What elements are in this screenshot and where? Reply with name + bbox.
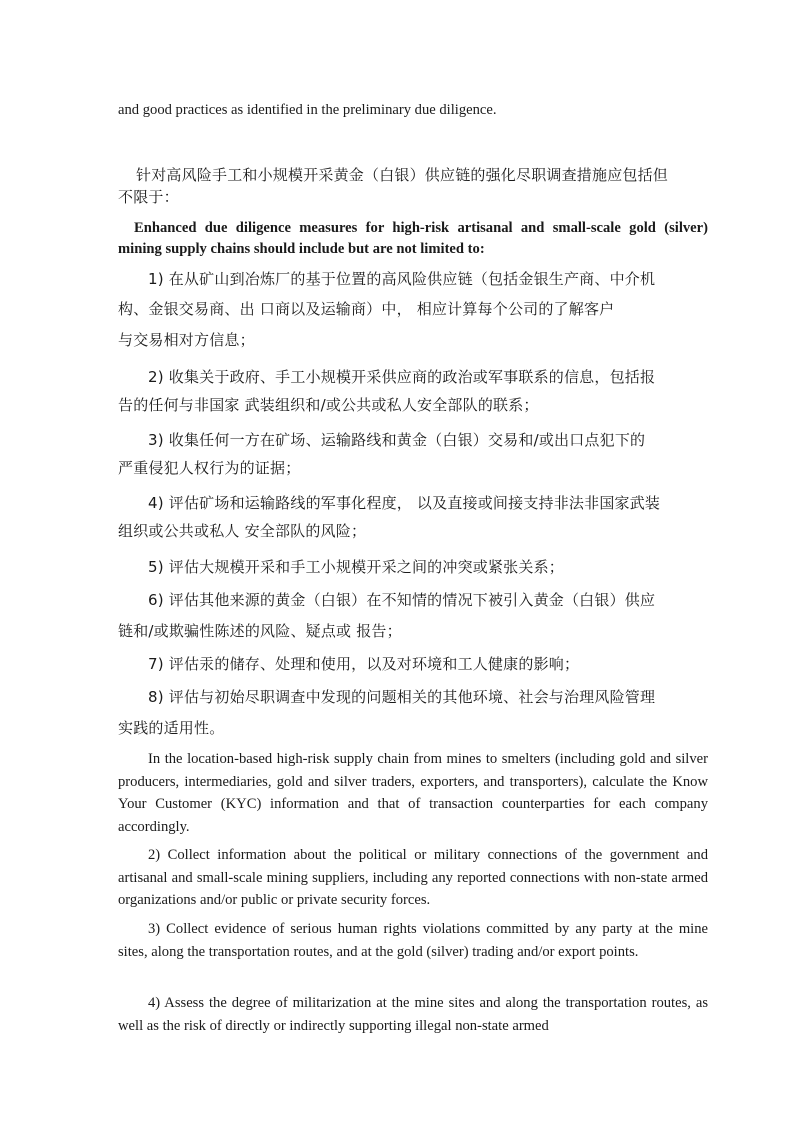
zh-item-line: 2) 收集关于政府、手工小规模开采供应商的政治或军事联系的信息，包括报 (148, 368, 656, 386)
zh-item-line: 6) 评估其他来源的黄金（白银）在不知情的情况下被引入黄金（白银）供应 (148, 591, 656, 609)
zh-item (118, 556, 718, 578)
en-heading: Enhanced due diligence measures for high-risk artisanal and small-scale gold (silver) mining supply chains should include but are not limited to: (118, 220, 708, 257)
zh-item (118, 653, 718, 675)
zh-item-line: 链和/或欺骗性陈述的风险、疑点或 报告； (118, 622, 402, 640)
zh-item-line: 实践的适用性。 (118, 719, 225, 737)
zh-item-line: 严重侵犯人权行为的证据； (118, 459, 301, 477)
zh-item (118, 492, 718, 542)
zh-heading-line: 不限于： (118, 188, 179, 206)
zh-item (118, 268, 718, 351)
zh-item (118, 686, 718, 739)
zh-item-line: 告的任何与非国家 武装组织和/或公共或私人安全部队的联系； (118, 396, 539, 414)
en-paragraph: 4) Assess the degree of militarization at the mine sites and along the transportation routes, as well as the risk of directly or indirectly supporting illegal non-state armed (118, 995, 708, 1034)
en-paragraph: 2) Collect information about the political or military connections of the government and artisanal and small-scale mining suppliers, including any reported connections with non-state armed organizations and/or public or private security forces. (118, 847, 708, 908)
zh-item (118, 366, 718, 416)
en-paragraph: 3) Collect evidence of serious human rights violations committed by any party at the mine sites, along the transportation routes, and at the gold (silver) trading and/or export points. (118, 921, 708, 960)
zh-heading (118, 164, 718, 208)
zh-item-line: 4) 评估矿场和运输路线的军事化程度， 以及直接或间接支持非法非国家武装 (148, 494, 661, 512)
zh-item-line: 3) 收集任何一方在矿场、运输路线和黄金（白银）交易和/或出口点犯下的 (148, 431, 646, 449)
en-paragraph: In the location-based high-risk supply chain from mines to smelters (including gold and silver producers, intermediaries, gold and silver traders, exporters, and transporters), calculate the Know Your Customer (KYC) information and that of transaction counterparties for each company accordingly. (118, 751, 708, 835)
zh-item-line: 组织或公共或私人 安全部队的风险； (118, 522, 367, 540)
zh-item-line: 8) 评估与初始尽职调查中发现的问题相关的其他环境、社会与治理风险管理 (148, 688, 656, 706)
zh-item-line: 与交易相对方信息； (118, 331, 255, 349)
zh-item-line: 7) 评估汞的储存、处理和使用，以及对环境和工人健康的影响； (148, 655, 580, 673)
zh-item (118, 429, 718, 479)
zh-item-line: 5) 评估大规模开采和手工小规模开采之间的冲突或紧张关系； (148, 558, 564, 576)
zh-item-line: 1) 在从矿山到冶炼厂的基于位置的高风险供应链（包括金银生产商、中介机 (148, 270, 656, 288)
zh-item (118, 589, 718, 642)
continuation-line: and good practices as identified in the preliminary due diligence. (118, 102, 497, 118)
zh-item-line: 构、金银交易商、出 口商以及运输商）中， 相应计算每个公司的了解客户 (118, 300, 615, 318)
zh-heading-line: 针对高风险手工和小规模开采黄金（白银）供应链的强化尽职调查措施应包括但 (136, 166, 669, 184)
